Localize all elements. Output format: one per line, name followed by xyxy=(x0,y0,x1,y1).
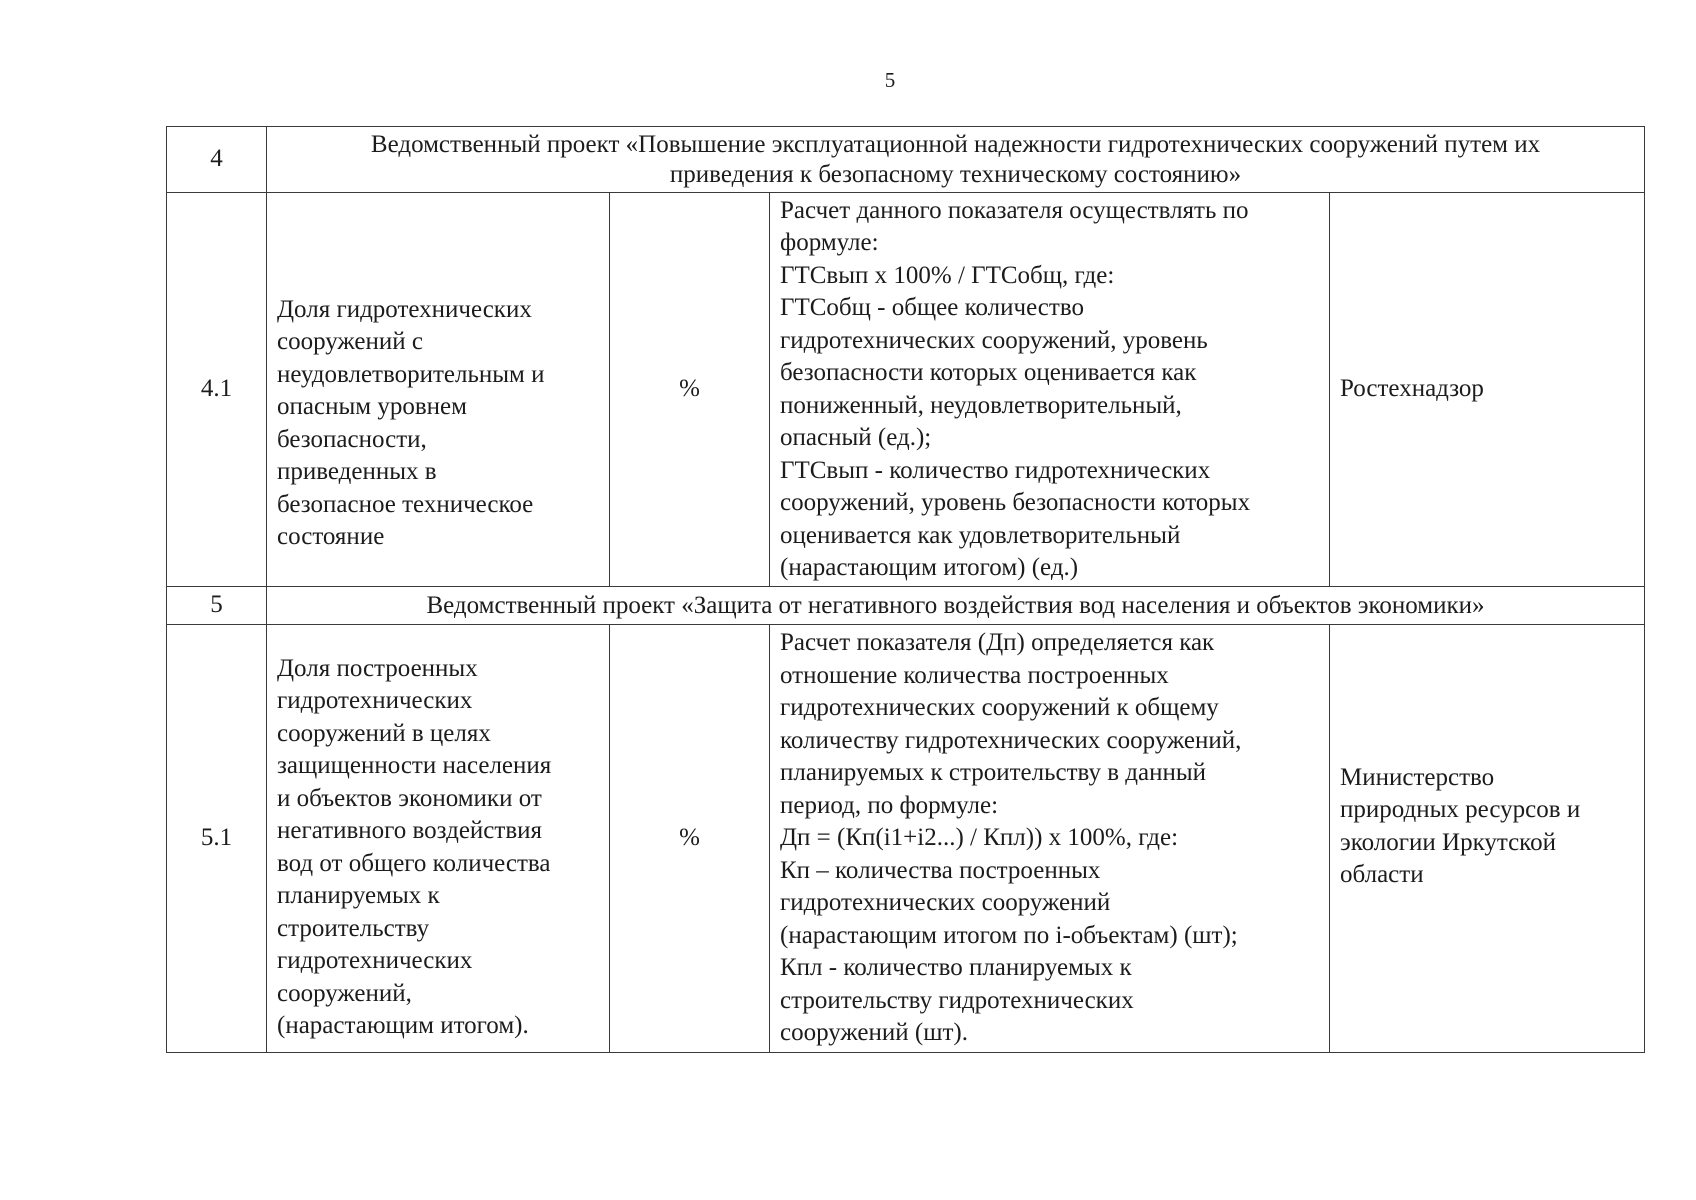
section-title-line: Ведомственный проект «Защита от негативного воздействия вод населения и объектов экономики» xyxy=(426,591,1485,619)
indicator-name-line: безопасное техническое xyxy=(277,490,534,518)
calculation-method-line: формуле: xyxy=(780,229,879,256)
calculation-method-line: гидротехнических сооружений xyxy=(780,889,1111,917)
calculation-method-line: (нарастающим итогом по i-объектам) (шт); xyxy=(780,921,1238,949)
calculation-method-line: ГТСобщ - общее количество xyxy=(780,294,1084,321)
row-number: 5 xyxy=(167,587,267,625)
indicator-name-line: гидротехнических xyxy=(277,687,473,714)
calculation-method-line: период, по формуле: xyxy=(780,791,999,819)
indicator-row xyxy=(167,193,1645,587)
unit-of-measure: % xyxy=(610,625,770,1053)
indicator-table xyxy=(166,126,1645,1053)
calculation-method-line: оценивается как удовлетворительный xyxy=(780,521,1181,549)
indicator-name-line: (нарастающим итогом). xyxy=(277,1012,529,1039)
row-number: 5.1 xyxy=(167,625,267,1053)
indicator-name-line: Доля гидротехнических xyxy=(277,295,532,323)
calculation-method-line: количеству гидротехнических сооружений, xyxy=(780,726,1242,754)
calculation-method-line: гидротехнических сооружений, уровень xyxy=(780,326,1208,354)
calculation-method-line: гидротехнических сооружений к общему xyxy=(780,694,1219,722)
row-number: 4 xyxy=(167,127,267,193)
section-title xyxy=(267,127,1645,193)
indicator-name-line: вод от общего количества xyxy=(277,849,551,877)
indicator-name-line: строительству xyxy=(277,914,430,942)
indicator-row xyxy=(167,625,1645,1053)
calculation-method-line: Кпл - количество планируемых к xyxy=(780,954,1132,982)
indicator-name-line: сооружений, xyxy=(277,979,412,1007)
indicator-name-line: гидротехнических xyxy=(277,947,473,974)
calculation-method-line: Дп = (Кп(i1+i2...) / Кпл)) х 100%, где: xyxy=(780,824,1179,852)
responsible-body-line: экологии Иркутской xyxy=(1340,828,1556,856)
unit-of-measure: % xyxy=(610,193,770,587)
calculation-method-line: строительству гидротехнических xyxy=(780,986,1134,1014)
section-title-line: приведения к безопасному техническому состоянию» xyxy=(669,160,1242,188)
indicator-name-line: неудовлетворительным и xyxy=(277,360,545,388)
responsible-body-line: Ростехнадзор xyxy=(1340,375,1484,403)
indicator-name-line: планируемых к xyxy=(277,882,440,909)
indicator-name-line: негативного воздействия xyxy=(277,817,543,844)
responsible-body xyxy=(1330,625,1645,1053)
responsible-body-line: области xyxy=(1340,861,1424,888)
indicator-name-line: сооружений с xyxy=(277,328,423,355)
section-row xyxy=(167,127,1645,193)
calculation-method-line: ГТСвып - количество гидротехнических xyxy=(780,456,1211,484)
calculation-method-line: планируемых к строительству в данный xyxy=(780,759,1207,787)
indicator-name xyxy=(267,193,610,587)
calculation-method-line: ГТСвып х 100% / ГТСобщ, где: xyxy=(780,261,1115,289)
indicator-name-line: приведенных в xyxy=(277,458,437,485)
calculation-method-line: Расчет показателя (Дп) определяется как xyxy=(780,629,1215,657)
indicator-name-line: и объектов экономики от xyxy=(277,784,542,812)
calculation-method-line: безопасности которых оценивается как xyxy=(780,359,1197,386)
page-number: 5 xyxy=(884,68,896,92)
responsible-body-line: Министерство xyxy=(1340,763,1495,791)
indicator-name-line: безопасности, xyxy=(277,425,427,453)
row-number: 4.1 xyxy=(167,193,267,587)
section-title xyxy=(267,587,1645,625)
responsible-body-line: природных ресурсов и xyxy=(1340,796,1581,823)
calculation-method-line: Расчет данного показателя осуществлять по xyxy=(780,196,1249,224)
calculation-method-line: (нарастающим итогом) (ед.) xyxy=(780,554,1079,581)
indicator-name xyxy=(267,625,610,1053)
section-title-line: Ведомственный проект «Повышение эксплуатационной надежности гидротехнических сооружений путем их xyxy=(370,130,1541,158)
indicator-name-line: состояние xyxy=(277,523,385,550)
calculation-method-line: сооружений (шт). xyxy=(780,1019,968,1047)
indicator-name-line: Доля построенных xyxy=(277,654,478,682)
calculation-method-line: сооружений, уровень безопасности которых xyxy=(780,489,1251,516)
calculation-method-line: пониженный, неудовлетворительный, xyxy=(780,391,1182,419)
section-row xyxy=(167,587,1645,625)
responsible-body xyxy=(1330,193,1645,587)
calculation-method xyxy=(770,625,1330,1053)
indicator-name-line: опасным уровнем xyxy=(277,393,467,420)
calculation-method-line: отношение количества построенных xyxy=(780,661,1169,689)
calculation-method xyxy=(770,193,1330,587)
calculation-method-line: опасный (ед.); xyxy=(780,424,932,451)
calculation-method-line: Кп – количества построенных xyxy=(780,856,1101,884)
indicator-name-line: защищенности населения xyxy=(277,752,552,779)
indicator-name-line: сооружений в целях xyxy=(277,719,491,747)
